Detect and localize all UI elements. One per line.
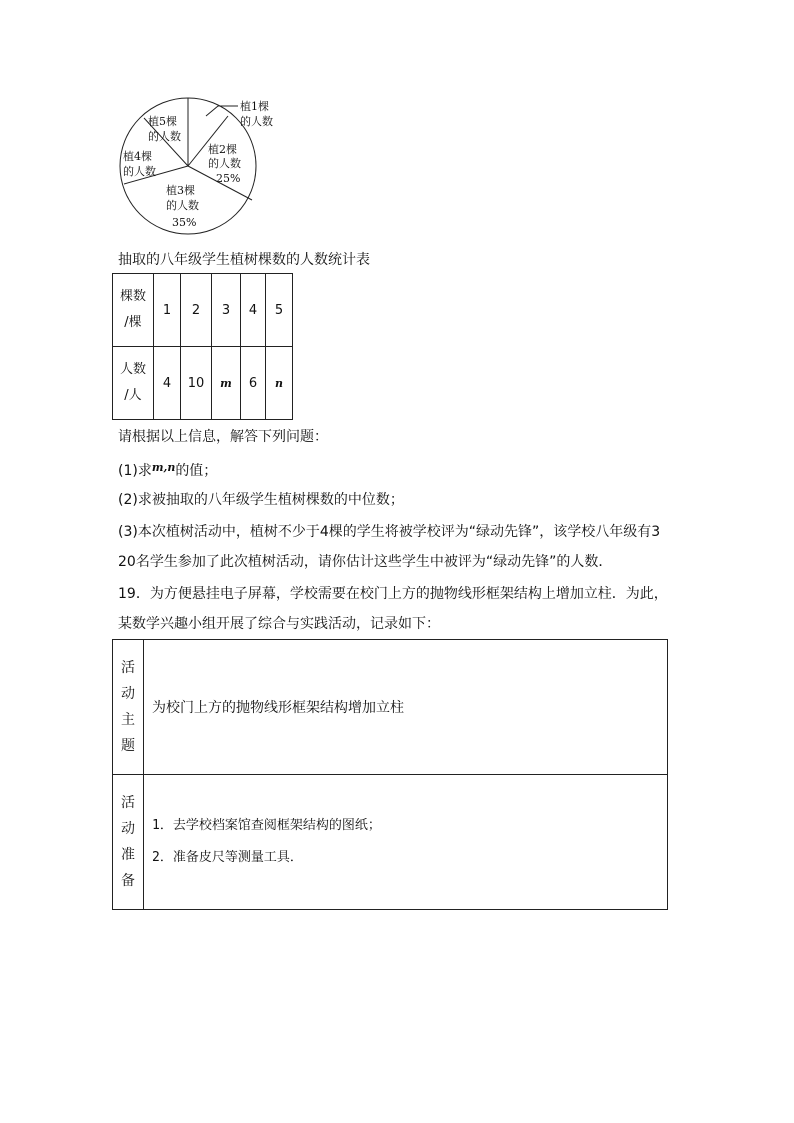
slice-5-label-line1: 植5棵: [148, 115, 177, 128]
activity-row-header: 活 动 主 题: [113, 640, 144, 775]
stat-row1-header: 棵数 /棵: [113, 274, 154, 347]
stat-cell: 4: [241, 274, 266, 347]
stat-row2-header: 人数 /人: [113, 347, 154, 420]
slice-3-label-line1: 植3棵: [166, 184, 195, 197]
activity-row-header: 活 动 准 备: [113, 775, 144, 910]
pie-chart-svg: [110, 96, 290, 236]
stat-cell: 6: [241, 347, 266, 420]
stat-cell: 2: [181, 274, 212, 347]
stat-table: [112, 273, 293, 420]
table-caption: 抽取的八年级学生植树棵数的人数统计表: [118, 252, 370, 268]
problem-19-line2: 某数学兴趣小组开展了综合与实践活动，记录如下：: [118, 616, 440, 632]
activity-row-theme: [113, 640, 668, 775]
activity-table: [112, 639, 668, 910]
question-3-line1: (3)本次植树活动中，植树不少于4棵的学生将被学校评为“绿动先锋”，该学校八年级有3: [118, 524, 661, 540]
activity-row-preparation: [113, 775, 668, 910]
stat-cell-n: n: [266, 347, 293, 420]
stat-cell: 4: [154, 347, 181, 420]
stat-cell: 3: [212, 274, 241, 347]
stat-cell-m: m: [212, 347, 241, 420]
stat-cell: 10: [181, 347, 212, 420]
slice-2-percent: 25%: [216, 172, 241, 185]
stat-row-people: [113, 347, 293, 420]
slice-1-label-line1: 植1棵: [240, 100, 269, 113]
slice-4-label-line1: 植4棵: [123, 150, 152, 163]
slice-1-label-line2: 的人数: [240, 115, 273, 128]
activity-row-content: 1．去学校档案馆查阅框架结构的图纸； 2．准备皮尺等测量工具．: [144, 775, 668, 910]
pie-chart: [110, 96, 290, 236]
slice-2-label-line2: 的人数: [208, 157, 241, 170]
stat-cell: 1: [154, 274, 181, 347]
activity-row-content: 为校门上方的抛物线形框架结构增加立柱: [144, 640, 668, 775]
slice-3-percent: 35%: [172, 216, 197, 229]
stat-cell: 5: [266, 274, 293, 347]
question-1: (1)求$^{m,n}$的值；: [118, 461, 218, 479]
stat-row-count: [113, 274, 293, 347]
slice-3-label-line2: 的人数: [166, 199, 199, 212]
slice-2-label-line1: 植2棵: [208, 143, 237, 156]
slice-5-label-line2: 的人数: [148, 130, 181, 143]
problem-19-line1: 19．为方便悬挂电子屏幕，学校需要在校门上方的抛物线形框架结构上增加立柱．为此，: [118, 586, 668, 602]
question-3-line2: 20名学生参加了此次植树活动，请你估计这些学生中被评为“绿动先锋”的人数．: [118, 554, 613, 570]
questions-intro: 请根据以上信息，解答下列问题：: [118, 429, 328, 445]
slice-4-label-line2: 的人数: [123, 165, 156, 178]
question-2: (2)求被抽取的八年级学生植树棵数的中位数；: [118, 492, 404, 508]
